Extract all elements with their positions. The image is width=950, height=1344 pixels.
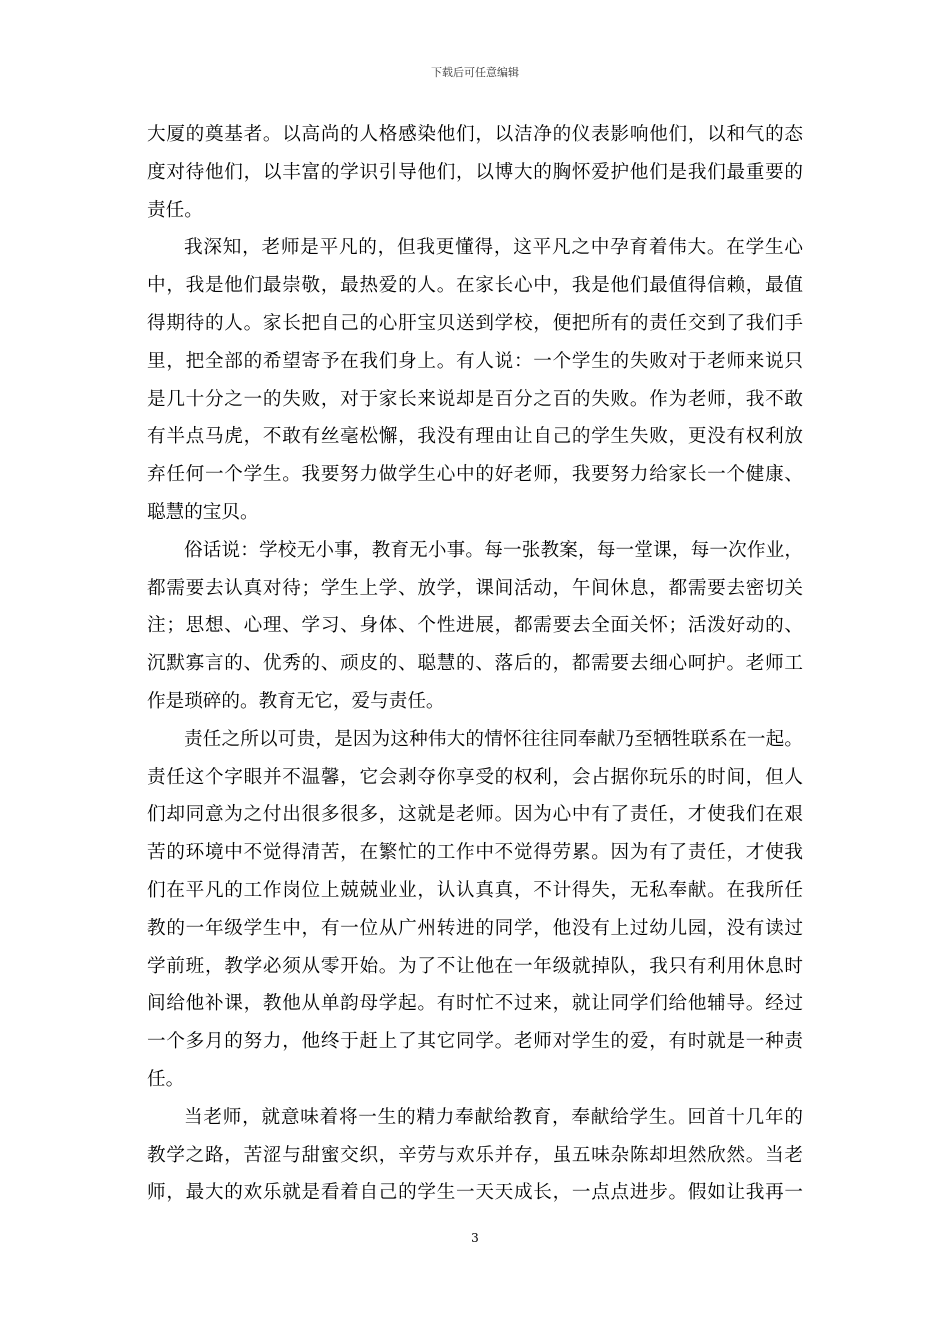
text-line: 一个多月的努力，他终于赶上了其它同学。老师对学生的爱，有时就是一种责 bbox=[147, 1031, 803, 1053]
text-line: 间给他补课，教他从单韵母学起。有时忙不过来，就让同学们给他辅导。经过 bbox=[147, 993, 803, 1015]
text-line: 任。 bbox=[147, 1068, 185, 1090]
text-line: 得期待的人。家长把自己的心肝宝贝送到学校，便把所有的责任交到了我们手 bbox=[147, 312, 803, 334]
text-line: 我深知，老师是平凡的，但我更懂得，这平凡之中孕育着伟大。在学生心 bbox=[184, 237, 803, 259]
text-line: 责任。 bbox=[147, 199, 203, 221]
text-line: 师，最大的欢乐就是看着自己的学生一天天成长，一点点进步。假如让我再一 bbox=[147, 1182, 803, 1204]
page-header: 下载后可任意编辑 bbox=[431, 66, 519, 79]
text-line: 沉默寡言的、优秀的、顽皮的、聪慧的、落后的，都需要去细心呵护。老师工 bbox=[147, 653, 803, 675]
text-line: 责任之所以可贵，是因为这种伟大的情怀往往同奉献乃至牺牲联系在一起。 bbox=[184, 728, 803, 750]
text-line: 聪慧的宝贝。 bbox=[147, 501, 259, 523]
text-line: 注；思想、心理、学习、身体、个性进展，都需要去全面关怀；活泼好动的、 bbox=[147, 615, 803, 637]
text-line: 弃任何一个学生。我要努力做学生心中的好老师，我要努力给家长一个健康、 bbox=[147, 464, 803, 486]
text-line: 作是琐碎的。教育无它，爱与责任。 bbox=[147, 690, 445, 712]
text-line: 当老师，就意味着将一生的精力奉献给教育，奉献给学生。回首十几年的 bbox=[184, 1106, 803, 1128]
text-line: 度对待他们，以丰富的学识引导他们，以博大的胸怀爱护他们是我们最重要的 bbox=[147, 161, 803, 183]
text-line: 是几十分之一的失败，对于家长来说却是百分之百的失败。作为老师，我不敢 bbox=[147, 388, 803, 410]
text-line: 教学之路，苦涩与甜蜜交织，辛劳与欢乐并存，虽五味杂陈却坦然欣然。当老 bbox=[147, 1144, 803, 1166]
text-line: 责任这个字眼并不温馨，它会剥夺你享受的权利，会占据你玩乐的时间，但人 bbox=[147, 766, 803, 788]
text-line: 大厦的奠基者。以高尚的人格感染他们，以洁净的仪表影响他们，以和气的态 bbox=[147, 124, 803, 145]
document-body bbox=[147, 116, 803, 1212]
text-line: 教的一年级学生中，有一位从广州转进的同学，他没有上过幼儿园，没有读过 bbox=[147, 917, 803, 939]
text-line: 们在平凡的工作岗位上兢兢业业，认认真真，不计得失，无私奉献。在我所任 bbox=[147, 879, 803, 901]
text-line: 都需要去认真对待；学生上学、放学，课间活动，午间休息，都需要去密切关 bbox=[147, 577, 803, 599]
text-line: 们却同意为之付出很多很多，这就是老师。因为心中有了责任，才使我们在艰 bbox=[147, 804, 803, 826]
text-line: 俗话说：学校无小事，教育无小事。每一张教案，每一堂课，每一次作业， bbox=[184, 539, 803, 561]
text-line: 有半点马虎，不敢有丝毫松懈，我没有理由让自己的学生失败，更没有权利放 bbox=[147, 426, 803, 448]
text-line: 中，我是他们最崇敬，最热爱的人。在家长心中，我是他们最值得信赖，最值 bbox=[147, 275, 803, 297]
text-line: 苦的环境中不觉得清苦，在繁忙的工作中不觉得劳累。因为有了责任，才使我 bbox=[147, 842, 803, 864]
page-number: 3 bbox=[471, 1231, 479, 1245]
text-line: 学前班，教学必须从零开始。为了不让他在一年级就掉队，我只有利用休息时 bbox=[147, 955, 803, 977]
text-line: 里，把全部的希望寄予在我们身上。有人说：一个学生的失败对于老师来说只 bbox=[147, 350, 803, 372]
